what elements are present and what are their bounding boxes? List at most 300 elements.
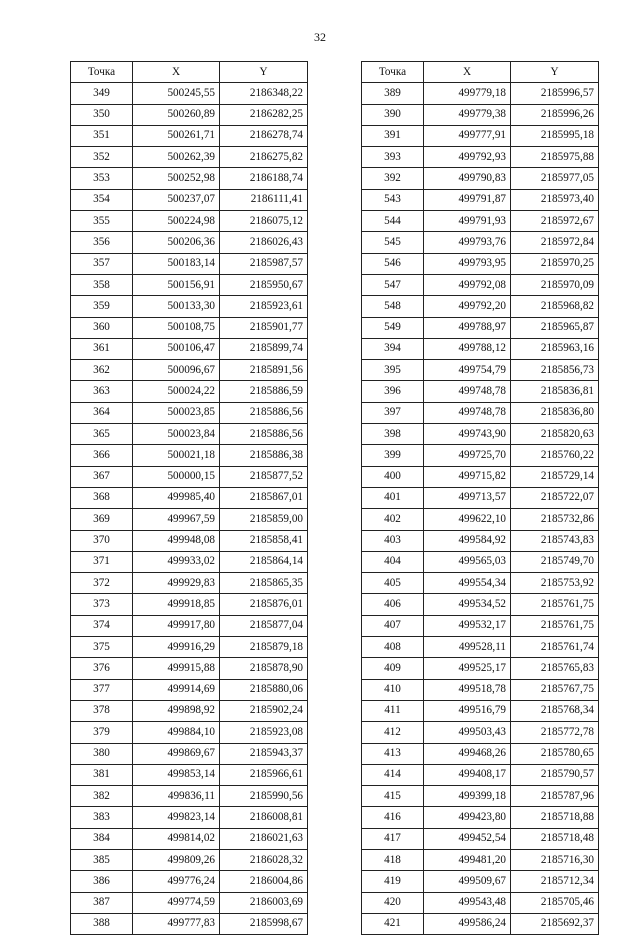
table-row [362,658,599,679]
x-cell: 499777,91 [424,125,511,146]
x-cell: 499554,34 [424,573,511,594]
header-point: Точка [71,62,133,83]
table-row [362,892,599,913]
y-cell: 2185923,61 [220,296,308,317]
point-cell: 376 [71,658,133,679]
table-row [71,743,308,764]
x-cell: 499622,10 [424,509,511,530]
point-cell: 396 [362,381,424,402]
table-row [71,296,308,317]
x-cell: 499713,57 [424,487,511,508]
point-cell: 369 [71,509,133,530]
x-cell: 499793,95 [424,253,511,274]
y-cell: 2186003,69 [220,892,308,913]
x-cell: 499543,48 [424,892,511,913]
y-cell: 2185973,40 [511,189,599,210]
x-cell: 499836,11 [133,786,220,807]
table-row [362,296,599,317]
point-cell: 377 [71,679,133,700]
point-cell: 417 [362,828,424,849]
point-cell: 419 [362,871,424,892]
table-row [362,466,599,487]
y-cell: 2185886,38 [220,445,308,466]
table-row [71,381,308,402]
y-cell: 2185749,70 [511,551,599,572]
x-cell: 499793,76 [424,232,511,253]
x-cell: 499725,70 [424,445,511,466]
x-cell: 499929,83 [133,573,220,594]
table-row [362,338,599,359]
table-row [71,125,308,146]
point-cell: 544 [362,211,424,232]
table-row [71,573,308,594]
table-row [362,764,599,785]
table-row [71,189,308,210]
point-cell: 416 [362,807,424,828]
x-cell: 499792,93 [424,147,511,168]
table-row [362,551,599,572]
x-cell: 500133,30 [133,296,220,317]
x-cell: 499452,54 [424,828,511,849]
x-cell: 499776,24 [133,871,220,892]
point-cell: 350 [71,104,133,125]
table-row [362,871,599,892]
point-cell: 380 [71,743,133,764]
point-cell: 395 [362,360,424,381]
table-row [362,637,599,658]
table-row [71,658,308,679]
y-cell: 2185864,14 [220,551,308,572]
x-cell: 499914,69 [133,679,220,700]
table-row [362,360,599,381]
y-cell: 2185722,07 [511,487,599,508]
table-row [71,360,308,381]
y-cell: 2186188,74 [220,168,308,189]
table-row [71,637,308,658]
x-cell: 499918,85 [133,594,220,615]
y-cell: 2185975,88 [511,147,599,168]
y-cell: 2186275,82 [220,147,308,168]
point-cell: 374 [71,615,133,636]
point-cell: 401 [362,487,424,508]
point-cell: 410 [362,679,424,700]
table-row [362,424,599,445]
x-cell: 499518,78 [424,679,511,700]
point-cell: 403 [362,530,424,551]
x-cell: 500096,67 [133,360,220,381]
x-cell: 499915,88 [133,658,220,679]
point-cell: 387 [71,892,133,913]
x-cell: 500224,98 [133,211,220,232]
y-cell: 2185902,24 [220,700,308,721]
x-cell: 499423,80 [424,807,511,828]
point-cell: 384 [71,828,133,849]
table-row [362,147,599,168]
table-row [71,338,308,359]
x-cell: 499534,52 [424,594,511,615]
point-cell: 357 [71,253,133,274]
x-cell: 499853,14 [133,764,220,785]
x-cell: 499884,10 [133,722,220,743]
y-cell: 2185990,56 [220,786,308,807]
x-cell: 499788,97 [424,317,511,338]
table-row [71,551,308,572]
x-cell: 499509,67 [424,871,511,892]
point-cell: 548 [362,296,424,317]
y-cell: 2185923,08 [220,722,308,743]
point-cell: 354 [71,189,133,210]
x-cell: 500023,84 [133,424,220,445]
table-row [71,445,308,466]
table-row [362,679,599,700]
point-cell: 370 [71,530,133,551]
y-cell: 2185712,34 [511,871,599,892]
table-row [362,786,599,807]
point-cell: 414 [362,764,424,785]
x-cell: 499792,08 [424,274,511,295]
x-cell: 499715,82 [424,466,511,487]
x-cell: 499532,17 [424,615,511,636]
x-cell: 499788,12 [424,338,511,359]
point-cell: 415 [362,786,424,807]
y-cell: 2185743,83 [511,530,599,551]
x-cell: 500261,71 [133,125,220,146]
table-row [362,274,599,295]
y-cell: 2186021,63 [220,828,308,849]
point-cell: 383 [71,807,133,828]
header-y: Y [220,62,308,83]
table-row [362,913,599,934]
y-cell: 2185768,34 [511,700,599,721]
y-cell: 2185950,67 [220,274,308,295]
x-cell: 499809,26 [133,849,220,870]
y-cell: 2185718,88 [511,807,599,828]
x-cell: 499399,18 [424,786,511,807]
point-cell: 402 [362,509,424,530]
x-cell: 499792,20 [424,296,511,317]
y-cell: 2185877,04 [220,615,308,636]
table-row [362,487,599,508]
y-cell: 2186282,25 [220,104,308,125]
y-cell: 2185780,65 [511,743,599,764]
header-x: X [424,62,511,83]
point-cell: 397 [362,402,424,423]
x-cell: 500106,47 [133,338,220,359]
y-cell: 2185996,26 [511,104,599,125]
table-row [71,104,308,125]
table-row [71,232,308,253]
y-cell: 2185901,77 [220,317,308,338]
y-cell: 2185865,35 [220,573,308,594]
y-cell: 2185705,46 [511,892,599,913]
x-cell: 500183,14 [133,253,220,274]
table-row [362,381,599,402]
y-cell: 2185729,14 [511,466,599,487]
table-row [362,573,599,594]
point-cell: 360 [71,317,133,338]
table-header-row [71,62,308,83]
y-cell: 2185968,82 [511,296,599,317]
point-cell: 418 [362,849,424,870]
x-cell: 500252,98 [133,168,220,189]
y-cell: 2185876,01 [220,594,308,615]
y-cell: 2186004,86 [220,871,308,892]
x-cell: 499814,02 [133,828,220,849]
table-row [362,83,599,104]
x-cell: 499791,87 [424,189,511,210]
table-row [362,700,599,721]
x-cell: 499985,40 [133,487,220,508]
point-cell: 391 [362,125,424,146]
point-cell: 362 [71,360,133,381]
x-cell: 499779,38 [424,104,511,125]
table-row [71,424,308,445]
x-cell: 499743,90 [424,424,511,445]
table-row [362,211,599,232]
table-row [71,274,308,295]
y-cell: 2185787,96 [511,786,599,807]
x-cell: 499754,79 [424,360,511,381]
point-cell: 381 [71,764,133,785]
point-cell: 421 [362,913,424,934]
y-cell: 2186028,32 [220,849,308,870]
table-row [362,253,599,274]
table-row [71,764,308,785]
y-cell: 2185963,16 [511,338,599,359]
y-cell: 2185867,01 [220,487,308,508]
y-cell: 2185772,78 [511,722,599,743]
y-cell: 2185886,56 [220,402,308,423]
point-cell: 382 [71,786,133,807]
y-cell: 2185716,30 [511,849,599,870]
table-row [362,445,599,466]
x-cell: 499779,18 [424,83,511,104]
point-cell: 368 [71,487,133,508]
table-row [71,615,308,636]
x-cell: 499790,83 [424,168,511,189]
table-row [362,317,599,338]
y-cell: 2185859,00 [220,509,308,530]
point-cell: 386 [71,871,133,892]
point-cell: 359 [71,296,133,317]
y-cell: 2185836,81 [511,381,599,402]
table-row [71,786,308,807]
point-cell: 367 [71,466,133,487]
point-cell: 404 [362,551,424,572]
table-row [362,828,599,849]
point-cell: 546 [362,253,424,274]
point-cell: 394 [362,338,424,359]
y-cell: 2185878,90 [220,658,308,679]
x-cell: 500023,85 [133,402,220,423]
y-cell: 2185761,75 [511,615,599,636]
point-cell: 408 [362,637,424,658]
x-cell: 500262,39 [133,147,220,168]
table-row [362,849,599,870]
y-cell: 2185977,05 [511,168,599,189]
coordinates-table-left [70,61,308,935]
y-cell: 2185820,63 [511,424,599,445]
table-row [71,530,308,551]
point-cell: 389 [362,83,424,104]
y-cell: 2185970,25 [511,253,599,274]
point-cell: 355 [71,211,133,232]
table-row [71,722,308,743]
y-cell: 2185718,48 [511,828,599,849]
point-cell: 405 [362,573,424,594]
table-row [71,849,308,870]
point-cell: 411 [362,700,424,721]
table-row [362,722,599,743]
x-cell: 499503,43 [424,722,511,743]
x-cell: 499916,29 [133,637,220,658]
y-cell: 2185880,06 [220,679,308,700]
table-row [362,594,599,615]
coordinates-table-right [361,61,599,935]
y-cell: 2185760,22 [511,445,599,466]
page-number: 32 [314,30,326,44]
x-cell: 500156,91 [133,274,220,295]
x-cell: 499468,26 [424,743,511,764]
x-cell: 500000,15 [133,466,220,487]
y-cell: 2185732,86 [511,509,599,530]
y-cell: 2185886,59 [220,381,308,402]
point-cell: 399 [362,445,424,466]
table-row [71,807,308,828]
table-row [71,168,308,189]
header-x: X [133,62,220,83]
y-cell: 2186026,43 [220,232,308,253]
y-cell: 2185996,57 [511,83,599,104]
point-cell: 356 [71,232,133,253]
point-cell: 407 [362,615,424,636]
y-cell: 2185995,18 [511,125,599,146]
x-cell: 500024,22 [133,381,220,402]
point-cell: 365 [71,424,133,445]
x-cell: 499898,92 [133,700,220,721]
x-cell: 499948,08 [133,530,220,551]
point-cell: 379 [71,722,133,743]
point-cell: 353 [71,168,133,189]
point-cell: 364 [71,402,133,423]
x-cell: 499481,20 [424,849,511,870]
y-cell: 2185761,75 [511,594,599,615]
table-row [362,743,599,764]
point-cell: 351 [71,125,133,146]
table-body-right [362,83,599,935]
table-row [362,402,599,423]
x-cell: 499967,59 [133,509,220,530]
table-row [71,147,308,168]
table-row [362,530,599,551]
y-cell: 2185692,37 [511,913,599,934]
point-cell: 549 [362,317,424,338]
table-row [362,189,599,210]
x-cell: 500237,07 [133,189,220,210]
point-cell: 406 [362,594,424,615]
table-header-row [362,62,599,83]
y-cell: 2185965,87 [511,317,599,338]
x-cell: 499516,79 [424,700,511,721]
x-cell: 499933,02 [133,551,220,572]
table-row [71,402,308,423]
y-cell: 2185836,80 [511,402,599,423]
table-row [71,700,308,721]
y-cell: 2186278,74 [220,125,308,146]
table-row [71,913,308,934]
point-cell: 352 [71,147,133,168]
table-row [71,509,308,530]
point-cell: 545 [362,232,424,253]
point-cell: 361 [71,338,133,359]
y-cell: 2185972,84 [511,232,599,253]
y-cell: 2185970,09 [511,274,599,295]
header-point: Точка [362,62,424,83]
x-cell: 499791,93 [424,211,511,232]
y-cell: 2185891,56 [220,360,308,381]
y-cell: 2185879,18 [220,637,308,658]
point-cell: 371 [71,551,133,572]
table-row [71,828,308,849]
x-cell: 500108,75 [133,317,220,338]
table-row [71,487,308,508]
point-cell: 400 [362,466,424,487]
y-cell: 2185877,52 [220,466,308,487]
table-row [362,104,599,125]
y-cell: 2185886,56 [220,424,308,445]
point-cell: 412 [362,722,424,743]
y-cell: 2185856,73 [511,360,599,381]
x-cell: 499774,59 [133,892,220,913]
y-cell: 2186111,41 [220,189,308,210]
table-row [71,211,308,232]
point-cell: 366 [71,445,133,466]
x-cell: 499408,17 [424,764,511,785]
table-row [71,466,308,487]
point-cell: 413 [362,743,424,764]
point-cell: 409 [362,658,424,679]
y-cell: 2185966,61 [220,764,308,785]
x-cell: 499586,24 [424,913,511,934]
point-cell: 358 [71,274,133,295]
table-row [71,892,308,913]
x-cell: 499748,78 [424,402,511,423]
x-cell: 499528,11 [424,637,511,658]
y-cell: 2185943,37 [220,743,308,764]
table-row [71,594,308,615]
y-cell: 2186075,12 [220,211,308,232]
table-row [362,615,599,636]
y-cell: 2185765,83 [511,658,599,679]
point-cell: 420 [362,892,424,913]
x-cell: 500021,18 [133,445,220,466]
x-cell: 499869,67 [133,743,220,764]
x-cell: 499748,78 [424,381,511,402]
table-row [71,871,308,892]
y-cell: 2185767,75 [511,679,599,700]
table-row [362,168,599,189]
table-row [71,83,308,104]
table-row [362,509,599,530]
x-cell: 499584,92 [424,530,511,551]
x-cell: 499525,17 [424,658,511,679]
y-cell: 2185899,74 [220,338,308,359]
point-cell: 378 [71,700,133,721]
table-row [362,232,599,253]
y-cell: 2186348,22 [220,83,308,104]
y-cell: 2185858,41 [220,530,308,551]
table-row [362,125,599,146]
